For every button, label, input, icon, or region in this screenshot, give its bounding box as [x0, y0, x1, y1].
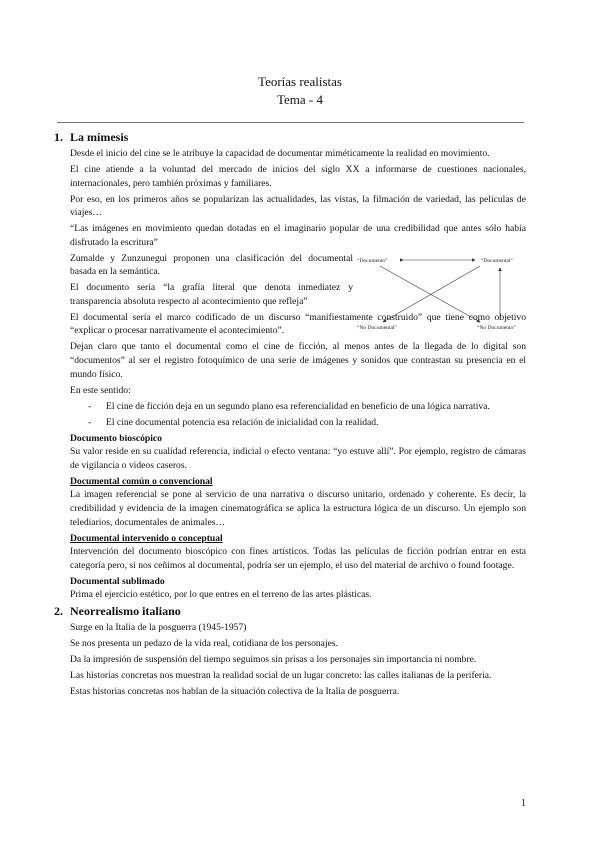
- section-number: 2.: [54, 604, 63, 619]
- paragraph: El documento sería “la grafía literal que denota inmediatez y transparencia absoluta respecto al acontecimiento que refleja”: [70, 282, 353, 307]
- paragraph: En este sentido:: [70, 384, 131, 396]
- bullet-text: El cine documental potencia esa relación de inicialidad con la realidad.: [106, 416, 379, 428]
- paragraph: Prima el ejercicio estético, por lo que entres en el terreno de las artes plásticas.: [70, 589, 372, 601]
- diagram-label-bottom-right: “No Documento”: [477, 325, 516, 331]
- document-body: [54, 128, 526, 701]
- paragraph: Las historias concretas nos muestran la realidad social de un lugar concreto: las calles italianas de la periferia.: [70, 670, 492, 682]
- paragraph: Se nos presenta un pedazo de la vida real, cotidiana de los personajes.: [70, 638, 338, 650]
- bullet-text: El cine de ficción deja en un segundo plano esa referencialidad en beneficio de una lógica narrativa.: [106, 400, 490, 412]
- diagram-label-bottom-left: “No Documental”: [357, 325, 397, 331]
- paragraph: Surge en la Italia de la posguerra (1945-1957): [70, 622, 247, 634]
- section-title: La mímesis: [70, 130, 129, 144]
- paragraph: Por eso, en los primeros años se popularizan las actualidades, las vistas, la filmación de variedad, las películas de viajes…: [70, 193, 526, 219]
- subsection-heading: Documental común o convencional: [70, 475, 213, 487]
- bullet-item: - El cine documental potencia esa relación de inicialidad con la realidad.: [88, 416, 379, 428]
- subsection-heading: Documento bioscópico: [70, 432, 162, 444]
- diagram-label-top-right: “Documental”: [481, 258, 513, 264]
- paragraph: Da la impresión de suspensión del tiempo seguimos sin prisas a los personajes sin importancia ni nombre.: [70, 654, 477, 666]
- subsection-heading: Documental intervenido o conceptual: [70, 532, 223, 544]
- subsection-heading: Documental sublimado: [70, 575, 165, 587]
- paragraph: Zumalde y Zunzunegui proponen una clasificación del documental basada en la semántica.: [70, 252, 353, 278]
- paragraph: Dejan claro que tanto el documental como el cine de ficción, al menos antes de la llegada de lo digital son “documentos” al ser el registro fotoquímico de una serie de imágenes y sonidos que contrastan su presencia en el mundo físico.: [70, 341, 526, 380]
- paragraph: “Las imágenes en movimiento quedan dotadas en el imaginario popular de una credibilidad que antes sólo había disfrutado la escritura”: [70, 223, 526, 248]
- diagram-label-top-left: “Documento”: [357, 258, 388, 264]
- section-number: 1.: [54, 130, 63, 144]
- document-title: Teorías realistas: [258, 74, 342, 89]
- paragraph: El cine atiende a la voluntad del mercado de inicios del siglo XX a informarse de cuestiones nacionales, internacionales, pero también próximas y familiares.: [70, 163, 526, 189]
- paragraph: Intervención del documento bioscópico con fines artísticos. Todas las películas de ficción podrían entrar en esta categoría pero, si nos ceñimos al documental, podría ser un ejemplo, el uso del material de archivo o found footage.: [70, 546, 526, 571]
- page-number: 1: [521, 798, 526, 809]
- section-title: Neorrealismo italiano: [70, 604, 181, 619]
- paragraph: La imagen referencial se pone al servicio de una narrativa o discurso unitario, ordenado y coherente. Es decir, la credibilidad y evidencia de la imagen cinematográfica se aplica la estructura lógica de un discurso. Un ejemplo son telediarios, documentales de animales…: [70, 489, 526, 528]
- paragraph: Su valor reside en su cualidad referencia, indicial o efecto ventana: “yo estuve allí”. Por ejemplo, registro de cámaras de vigilancia o videos caseros.: [70, 446, 526, 471]
- paragraph: Estas historias concretas nos hablan de la situación colectiva de la Italia de posguerra.: [70, 686, 400, 698]
- paragraph: Desde el inicio del cine se le atribuye la capacidad de documentar miméticamente la realidad en movimiento.: [70, 148, 490, 159]
- document-subtitle: Tema - 4: [276, 92, 323, 107]
- section-heading-1: [54, 130, 526, 145]
- semiotic-square-diagram: [355, 252, 530, 336]
- bullet-item: - El cine de ficción deja en un segundo plano esa referencialidad en beneficio de una lógica narrativa.: [88, 400, 490, 412]
- paragraph: El documental sería el marco codificado de un discurso “manifiestamente construido” que tiene como objetivo “explicar o procesar narrativamente el acontecimiento”.: [70, 311, 526, 337]
- section-heading-2: [54, 604, 526, 619]
- header-divider: [57, 122, 524, 123]
